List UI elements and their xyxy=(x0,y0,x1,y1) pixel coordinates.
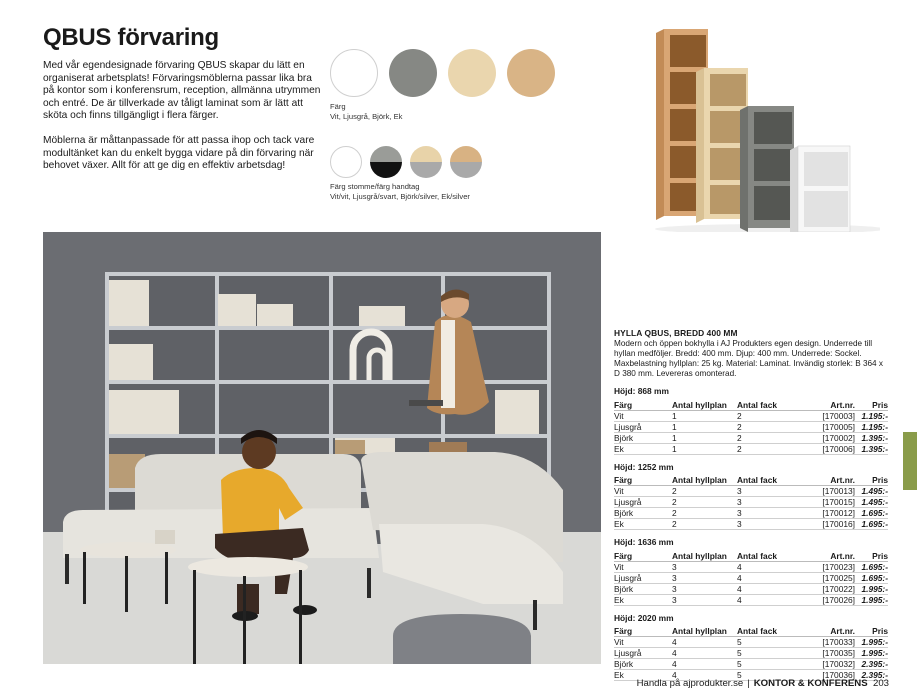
table-cell: [170012] xyxy=(797,508,855,519)
table-header-row xyxy=(614,475,888,486)
table-cell: 4 xyxy=(672,637,737,648)
table-cell: Ek xyxy=(614,670,672,681)
table-cell: Ljusgrå xyxy=(614,648,672,659)
frame-color-label xyxy=(330,182,470,201)
column-header: Pris xyxy=(855,399,888,410)
table-row xyxy=(614,659,888,670)
footer-separator: | xyxy=(747,678,750,689)
price-cell: 2.395:- xyxy=(855,670,888,681)
table-row xyxy=(614,637,888,648)
table-cell: Vit xyxy=(614,561,672,572)
table-row xyxy=(614,486,888,497)
table-cell: 4 xyxy=(672,670,737,681)
table-cell: 4 xyxy=(737,572,797,583)
intro-paragraph-2: Möblerna är måttanpassade för att passa ihop och tack vare modultänket kan du enkelt bygga vidare på din förvaring när behovet växer. Allt för att ge dig en effektiv arbetsdag! xyxy=(43,134,315,172)
color-swatches xyxy=(330,49,555,97)
table-cell: Vit xyxy=(614,486,672,497)
table-row xyxy=(614,648,888,659)
table-cell: [170036] xyxy=(797,670,855,681)
price-cell: 1.695:- xyxy=(855,519,888,530)
table-cell: Björk xyxy=(614,659,672,670)
swatch-bjork xyxy=(448,49,496,97)
product-description: Modern och öppen bokhylla i AJ Produkters egen design. Underrede till hyllan medföljer. Bredd: 400 mm. Djup: 400 mm. Underrede: Sockel. Maxbelastning hyllplan: 25 kg. Material: Laminat. Invändig storlek: B 364 x D 380 mm. Levereras omonterad. xyxy=(614,339,883,379)
frame-color-label-title: Färg stomme/färg handtag xyxy=(330,182,420,191)
column-header: Art.nr. xyxy=(797,550,855,561)
column-header: Art.nr. xyxy=(797,399,855,410)
table-cell: 5 xyxy=(737,659,797,670)
frame-color-label-options: Vit/vit, Ljusgrå/svart, Björk/silver, Ek/silver xyxy=(330,191,470,201)
table-header-row xyxy=(614,626,888,637)
column-header: Pris xyxy=(855,475,888,486)
table-cell: 5 xyxy=(737,648,797,659)
height-heading: Höjd: 1636 mm xyxy=(614,537,674,548)
column-header: Antal fack xyxy=(737,399,797,410)
price-cell: 1.995:- xyxy=(855,583,888,594)
table-cell: [170025] xyxy=(797,572,855,583)
table-cell: Ek xyxy=(614,443,672,454)
frame-swatch-ek-silver xyxy=(450,146,482,178)
table-cell: 1 xyxy=(672,432,737,443)
table-cell: 3 xyxy=(737,508,797,519)
intro-text xyxy=(43,60,323,185)
intro-paragraph-1: Med vår egendesignade förvaring QBUS skapar du lätt en organiserat arbetsplats! Förvaringsmöblerna passar lika bra på kontor som i konferensrum, reception, allmänna utrymmen och entré. De är tillverkade av tåligt laminat som är lätt att sköta och finns tillgängligt i flera färger. xyxy=(43,60,321,122)
column-header: Färg xyxy=(614,550,672,561)
table-cell: Ljusgrå xyxy=(614,421,672,432)
table-cell: 1 xyxy=(672,421,737,432)
section-tab xyxy=(903,432,917,490)
price-table xyxy=(614,475,888,531)
column-header: Pris xyxy=(855,550,888,561)
frame-swatch-ljusgra-svart xyxy=(370,146,402,178)
table-cell: Ek xyxy=(614,594,672,605)
height-heading: Höjd: 868 mm xyxy=(614,386,669,397)
swatch-ljusgra xyxy=(389,49,437,97)
table-cell: 4 xyxy=(672,659,737,670)
column-header: Art.nr. xyxy=(797,475,855,486)
price-cell: 1.195:- xyxy=(855,410,888,421)
table-cell: 2 xyxy=(737,410,797,421)
table-cell: 4 xyxy=(737,583,797,594)
table-cell: 2 xyxy=(672,486,737,497)
column-header: Antal hyllplan xyxy=(672,550,737,561)
column-header: Färg xyxy=(614,626,672,637)
price-table xyxy=(614,399,888,455)
table-cell: 3 xyxy=(737,497,797,508)
price-table xyxy=(614,550,888,606)
table-cell: Ljusgrå xyxy=(614,572,672,583)
table-cell: 2 xyxy=(737,421,797,432)
page-footer xyxy=(637,678,889,689)
swatch-ek xyxy=(507,49,555,97)
table-row xyxy=(614,508,888,519)
footer-section: KONTOR & KONFERENS xyxy=(753,678,868,689)
product-specs xyxy=(614,328,888,681)
table-cell: 5 xyxy=(737,670,797,681)
table-row xyxy=(614,594,888,605)
price-cell: 1.495:- xyxy=(855,486,888,497)
table-cell: 4 xyxy=(737,594,797,605)
color-label-title: Färg xyxy=(330,102,346,111)
price-cell: 1.195:- xyxy=(855,421,888,432)
table-cell: 3 xyxy=(737,519,797,530)
column-header: Färg xyxy=(614,399,672,410)
table-cell: [170022] xyxy=(797,583,855,594)
table-cell: 2 xyxy=(672,508,737,519)
price-cell: 1.395:- xyxy=(855,443,888,454)
table-cell: [170002] xyxy=(797,432,855,443)
table-cell: 2 xyxy=(737,432,797,443)
table-cell: 5 xyxy=(737,637,797,648)
column-header: Antal hyllplan xyxy=(672,399,737,410)
table-cell: 1 xyxy=(672,443,737,454)
table-row xyxy=(614,561,888,572)
lounge-photo xyxy=(43,232,601,664)
column-header: Färg xyxy=(614,475,672,486)
table-row xyxy=(614,443,888,454)
table-cell: Björk xyxy=(614,432,672,443)
table-row xyxy=(614,497,888,508)
bookcases-product-image xyxy=(610,24,880,232)
table-cell: [170026] xyxy=(797,594,855,605)
table-cell: Björk xyxy=(614,583,672,594)
table-cell: [170016] xyxy=(797,519,855,530)
table-cell: 3 xyxy=(737,486,797,497)
price-cell: 1.495:- xyxy=(855,497,888,508)
table-cell: 3 xyxy=(672,561,737,572)
frame-swatch-vit xyxy=(330,146,362,178)
table-row xyxy=(614,583,888,594)
price-cell: 1.695:- xyxy=(855,508,888,519)
table-row xyxy=(614,519,888,530)
table-cell: [170035] xyxy=(797,648,855,659)
column-header: Antal fack xyxy=(737,475,797,486)
table-cell: 3 xyxy=(672,583,737,594)
table-cell: 2 xyxy=(672,519,737,530)
price-cell: 1.695:- xyxy=(855,572,888,583)
color-label xyxy=(330,102,402,121)
table-cell: 1 xyxy=(672,410,737,421)
table-cell: 4 xyxy=(737,561,797,572)
column-header: Antal hyllplan xyxy=(672,475,737,486)
price-cell: 2.395:- xyxy=(855,659,888,670)
table-cell: 4 xyxy=(672,648,737,659)
table-cell: Vit xyxy=(614,637,672,648)
column-header: Antal fack xyxy=(737,626,797,637)
table-cell: Ljusgrå xyxy=(614,497,672,508)
table-header-row xyxy=(614,399,888,410)
table-cell: 3 xyxy=(672,572,737,583)
price-tables xyxy=(614,386,888,681)
table-cell: [170005] xyxy=(797,421,855,432)
table-cell: Ek xyxy=(614,519,672,530)
table-row xyxy=(614,432,888,443)
table-row xyxy=(614,572,888,583)
table-cell: [170013] xyxy=(797,486,855,497)
price-cell: 1.695:- xyxy=(855,561,888,572)
table-cell: 3 xyxy=(672,594,737,605)
table-cell: [170032] xyxy=(797,659,855,670)
frame-swatch-bjork-silver xyxy=(410,146,442,178)
column-header: Pris xyxy=(855,626,888,637)
footer-site: Handla på ajprodukter.se xyxy=(636,678,744,689)
table-row xyxy=(614,421,888,432)
price-cell: 1.395:- xyxy=(855,432,888,443)
table-cell: 2 xyxy=(737,443,797,454)
swatch-vit xyxy=(330,49,378,97)
height-heading: Höjd: 1252 mm xyxy=(614,461,674,472)
table-cell: [170023] xyxy=(797,561,855,572)
price-table xyxy=(614,626,888,682)
table-cell: [170006] xyxy=(797,443,855,454)
page-title: QBUS förvaring xyxy=(43,24,219,51)
table-header-row xyxy=(614,550,888,561)
column-header: Art.nr. xyxy=(797,626,855,637)
table-cell: [170015] xyxy=(797,497,855,508)
color-label-options: Vit, Ljusgrå, Björk, Ek xyxy=(330,111,403,121)
table-row xyxy=(614,410,888,421)
frame-color-swatches xyxy=(330,146,482,178)
table-cell: Björk xyxy=(614,508,672,519)
product-name: HYLLA QBUS, BREDD 400 MM xyxy=(614,328,738,338)
column-header: Antal hyllplan xyxy=(672,626,737,637)
page-number: 203 xyxy=(872,678,889,689)
table-cell: 2 xyxy=(672,497,737,508)
column-header: Antal fack xyxy=(737,550,797,561)
price-cell: 1.995:- xyxy=(855,637,888,648)
table-cell: [170033] xyxy=(797,637,855,648)
price-cell: 1.995:- xyxy=(855,648,888,659)
price-cell: 1.995:- xyxy=(855,594,888,605)
table-cell: [170003] xyxy=(797,410,855,421)
table-cell: Vit xyxy=(614,410,672,421)
height-heading: Höjd: 2020 mm xyxy=(614,612,674,623)
